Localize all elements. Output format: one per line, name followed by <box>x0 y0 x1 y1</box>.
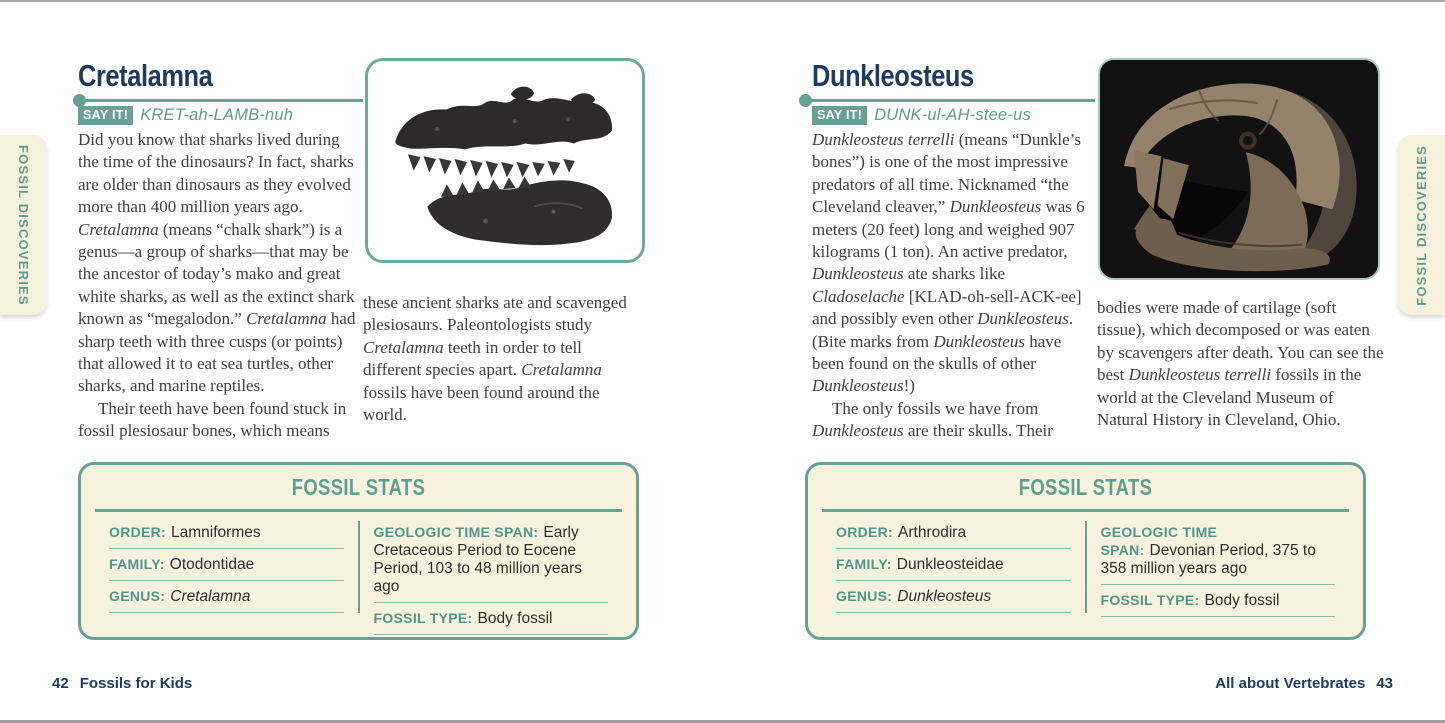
cretalamna-fossil-jaw-image <box>365 58 645 263</box>
stats-column-details <box>360 517 623 627</box>
fossil-stats-box-cretalamna <box>78 462 639 640</box>
title-rule <box>80 99 363 102</box>
fossil-stats-title: FOSSIL STATS <box>291 474 426 500</box>
pronunciation: DUNK-ul-AH-stee-us <box>874 106 1031 124</box>
paragraph: Dunkleosteus terrelli (means “Dunkle’s bones”) is one of the most impressive predators of all time. Nicknamed “the Cleveland cleaver,” Dunkleosteus was 6 meters (20 feet) long and weighed 907 kilograms (1 ton). An active predator, Dunkleosteus ate sharks like Cladoselache [KLAD-oh-sell-ACK-ee] and possibly even other Dunkleosteus. (Bite marks from Dunkleosteus have been found on the skulls of other Dunkleosteus!) <box>812 130 1085 396</box>
paragraph: Did you know that sharks lived during the time of the dinosaurs? In fact, sharks are older than dinosaurs as they evolved more than 400 million years ago. Cretalamna (means “chalk shark”) is a genus—a group of sharks—that may be the ancestor of today’s mako and great white sharks, as well as the extinct shark known as “megalodon.” Cretalamna had sharp teeth with three cusps (or points) that allowed it to eat sea turtles, other sharks, and marine reptiles. <box>78 130 356 396</box>
say-it-badge: SAY IT! <box>812 106 867 125</box>
stats-row-timespan: GEOLOGIC TIME SPAN: Early Cretaceous Period to Eocene Period, 103 to 48 million years ago <box>374 519 609 603</box>
section-tab-right <box>1398 135 1445 315</box>
stats-row-order: ORDER: Arthrodira <box>836 519 1071 549</box>
paragraph: these ancient sharks ate and scavenged plesiosaurs. Paleontologists study Cretalamna teeth in order to tell different species apart. Cretalamna fossils have been found around the world. <box>363 293 627 425</box>
stats-row-genus: GENUS: Cretalamna <box>109 583 344 613</box>
say-it-line <box>812 106 1031 125</box>
section-tab-left <box>0 135 47 315</box>
stats-row-fossil-type: FOSSIL TYPE: Body fossil <box>1101 587 1336 617</box>
say-it-line <box>78 106 293 125</box>
footer-left <box>52 675 192 692</box>
fossil-stats-title: FOSSIL STATS <box>1018 474 1153 500</box>
paragraph: Their teeth have been found stuck in fossil plesiosaur bones, which means <box>78 398 347 441</box>
stats-row-family: FAMILY: Otodontidae <box>109 551 344 581</box>
dunkleosteus-skull-photo-illustration <box>1100 60 1378 278</box>
page-number-right: 43 <box>1376 675 1393 692</box>
pronunciation: KRET-ah-LAMB-nuh <box>140 106 294 124</box>
stats-column-taxonomy <box>95 517 358 627</box>
book-title: Fossils for Kids <box>79 675 193 692</box>
dunkleosteus-column-1 <box>812 129 1091 443</box>
dunkleosteus-skull-image <box>1098 58 1380 280</box>
stats-divider <box>822 509 1349 512</box>
stats-column-details <box>1087 517 1350 627</box>
stats-column-taxonomy <box>822 517 1085 627</box>
stats-row-timespan: GEOLOGIC TIME SPAN: Devonian Period, 375 to 358 million years ago <box>1101 519 1336 585</box>
stats-row-family: FAMILY: Dunkleosteidae <box>836 551 1071 581</box>
section-tab-right-label: FOSSIL DISCOVERIES <box>1414 144 1429 306</box>
chapter-title: All about Vertebrates <box>1215 675 1366 692</box>
cretalamna-column-1 <box>78 129 357 443</box>
stats-divider <box>95 509 622 512</box>
stats-row-order: ORDER: Lamniformes <box>109 519 344 549</box>
page-top-edge <box>0 0 1445 2</box>
section-tab-left-label: FOSSIL DISCOVERIES <box>16 144 31 306</box>
stats-row-genus: GENUS: Dunkleosteus <box>836 583 1071 613</box>
dunkleosteus-column-2 <box>1097 297 1384 431</box>
entry-title-dunkleosteus: Dunkleosteus <box>812 58 974 93</box>
say-it-badge: SAY IT! <box>78 106 133 125</box>
title-rule <box>806 99 1095 102</box>
cretalamna-fossil-jaw-illustration <box>368 61 642 260</box>
fossil-stats-box-dunkleosteus <box>805 462 1366 640</box>
page-number-left: 42 <box>52 675 69 692</box>
paragraph: bodies were made of cartilage (soft tissue), which decomposed or was eaten by scavengers after death. You can see the best Dunkleosteus terrelli fossils in the world at the Cleveland Museum of Natural History in Cleveland, Ohio. <box>1097 298 1384 430</box>
stats-row-fossil-type: FOSSIL TYPE: Body fossil <box>374 605 609 635</box>
entry-title-cretalamna: Cretalamna <box>78 58 213 93</box>
cretalamna-column-2 <box>363 292 644 426</box>
paragraph: The only fossils we have from Dunkleosteus are their skulls. Their <box>812 398 1053 441</box>
footer-right <box>1215 675 1393 692</box>
